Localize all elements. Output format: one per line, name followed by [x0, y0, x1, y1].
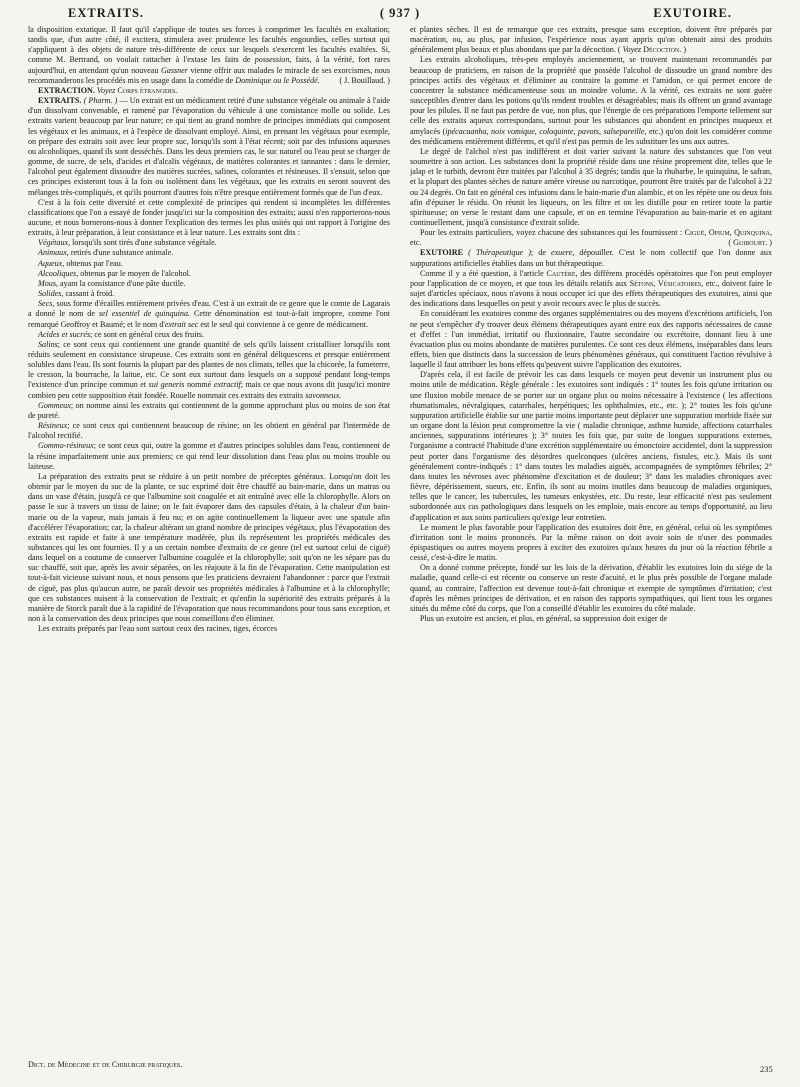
entry-extraction: EXTRACTION. Voyez Corps étrangers. — [38, 85, 178, 95]
definition-item: Alcooliques, obtenus par le moyen de l'alcohol. — [38, 268, 191, 278]
right-column — [410, 25, 772, 1055]
signature: ( Guibourt. ) — [728, 238, 772, 248]
definition-item: Animaux, retirés d'une substance animale. — [38, 248, 174, 258]
paragraph: Le moment le plus favorable pour l'application des exutoires doit être, en général, celui où les symptômes d'irritation sont le moins prononcés. Par la même raison on doit avoir soin de n'user des pommades épispastiques ou autres moyens propres à exciter des exutoires qu'aux heures du jour où la réaction fébrile a cessé, c'est-à-dire le matin. — [410, 522, 772, 563]
header-left-title: EXTRAITS. — [68, 6, 145, 20]
paragraph: Pour les extraits particuliers, voyez chacune des substances qui les fournissent : Ciguë, Opium, Quinquina, etc. ( Guibourt. ) — [410, 228, 772, 248]
definition-item: Aqueux, obtenus par l'eau. — [38, 258, 123, 268]
definition-item: Acides et sucrés; ce sont en général ceux des fruits. — [38, 329, 204, 339]
definition-item: Végétaux, lorsqu'ils sont tirés d'une substance végétale. — [38, 238, 217, 248]
paragraph: Les extraits préparés par l'eau sont surtout ceux des racines, tiges, écorces — [38, 624, 278, 634]
paragraph: La préparation des extraits peut se réduire à un petit nombre de préceptes généraux. Lorsqu'on doit les obtenir par le moyen du suc de la plante, ce suc exprimé doit être chauffé au bain-marie, dans un matras ou dans un vase d'étain, jusqu'à ce que l'albumine soit coagulée et ait entraîné avec elle la chlorophylle. Alors on passe le suc à travers un tissu de laine; on le fait évaporer dans des capsules d'étain, à la chaleur d'un bain-marie ou de la vapeur, mais jamais à feu nu; et on agite continuellement la liqueur avec une spatule afin d'accélérer l'évaporation; car, la chaleur altérant un grand nombre de principes végétaux, plus l'évaporation des extraits est rapide et faite à une température modérée, plus ils représentent les propriétés médicales des substances qui les ont fournies. Il y a un certain nombre d'extraits de ce genre (tel est surtout celui de ciguë) dans lequel on a coutume de conserver l'albumine coagulée et la chlorophylle; soit qu'on ne les sépare pas du suc chauffé, soit que, après les avoir séparées, on les réajoute à la fin de l'évaporation. Cette manipulation est tout-à-fait vicieuse suivant nous, et nous pensons que les praticiens devraient l'abandonner : parce que l'extrait de ciguë, pas plus qu'aucun autre, ne paraît devoir ses propriétés médicales à l'albumine et à la chlorophylle; que ces substances nuisent à la conservation de l'extrait; et qu'enfin la supériorité des extraits préparés à la manière de Storck paraît due à la rapidité de l'évaporation que nous recommandons pour tous sans exception, et non à la conservation des deux principes que nous conseillons d'en éliminer. — [28, 471, 390, 624]
entry-headword: EXUTOIRE — [420, 248, 464, 258]
entry-headword: EXTRACTION. — [38, 85, 95, 95]
definition-item: Secs, sous forme d'écailles entièrement privées d'eau. C'est à un extrait de ce genre que le comte de Lagarais a donné le nom de sel essentiel de quinquina. Cette dénomination est tout-à-fait impropre, comme l'ont remarqué Geoffroy et Baumé; et le nom d'extrait sec est le seul qui convienne à ce genre de médicament. — [28, 299, 390, 329]
paragraph: C'est à la fois cette diversité et cette complexité de principes qui rendent si incomplètes les différentes classifications que l'on a essayé de fonder jusqu'ici sur la composition des extraits; aussi n'en rapporterons-nous aucune, et nous bornerons-nous à donner l'explication des termes les plus usités qui ont rapport à l'origine des extraits, à leur préparation, à leur consistance et à leur nature. Les extraits sont dits : — [28, 197, 390, 238]
left-column — [28, 25, 390, 1055]
signature: ( J. Bouillaud. ) — [339, 75, 390, 85]
definition-item: Gommo-résineux; ce sont ceux qui, outre la gomme et d'autres principes solubles dans l'eau, contiennent de la résine imparfaitement unie aux premiers; ce qui rend leur dissolution dans l'eau plus ou moins trouble ou laiteuse. — [28, 441, 390, 471]
page-number: 235 — [760, 1064, 773, 1074]
header-right-title: EXUTOIRE. — [653, 6, 732, 20]
entry-extraits: EXTRAITS. ( Pharm. ) — Un extrait est un médicament retiré d'une substance végétale ou animale à l'aide d'un dissolvant convenable, et ramené par l'évaporation du véhicule à une consistance molle ou solide. Les extraits varient beaucoup par leur nature; ce qui tient au grand nombre de principes immédiats qui composent les végétaux et les animaux, et à l'espèce de dissolvant employé. Ainsi, en prenant les végétaux pour exemple, on prépare des extraits soit avec leur propre suc, lorsqu'ils sont à l'état récent; soit par des infusions aqueuses ou alcoholiques, quand ils sont desséchés. Dans les deux premiers cas, le suc naturel ou l'eau peut se charger de gomme, de sucre, de sels, d'acides et d'alcalis végétaux, de matières colorantes et tannantes : dans le dernier, l'alcohol peut également dissoudre des matières sucrées, salines, colorantes et résineuses. Il s'ensuit, selon que ces principes existeront tous à la fois ou isolément dans les végétaux, que les extraits en seront souvent des mélanges très-compliqués, et qu'ils pourront d'autres fois n'être presque entièrement formés que de l'un d'eux. — [28, 96, 390, 197]
definition-item: Mous, ayant la consistance d'une pâte ductile. — [38, 278, 186, 288]
paragraph: Les extraits alcoholiques, très-peu employés anciennement, se trouvent maintenant recommandés par beaucoup de praticiens, en raison de la propriété que possède l'alcohol de dissoudre un grand nombre des principes actifs des végétaux et d'éliminer au contraire la gomme et l'amidon, ce qui permet encore de concentrer la substance médicamenteuse sous un moindre volume. A la vérité, ces extraits ne sont guère susceptibles d'entrer dans les potions qu'ils rendent troubles et désagréables; mais ils offrent un grand avantage pour les pilules. Il ne faut pas perdre de vue, non plus, que l'énergie de ces préparations l'emporte tellement sur celle des extraits aqueux correspondans, surtout pour les substances qui abondent en principes muqueux et amylacés (ipécacuanha, noix vomique, coloquinte, pavots, salsepareille, etc.) qu'on doit les considérer comme des médicamens entièrement différens, et qu'il n'est pas permis de les substituer les uns aux autres. — [410, 55, 772, 146]
paragraph: Plus un exutoire est ancien, et plus, en général, sa suppression doit exiger de — [420, 614, 668, 624]
paragraph: On a donné comme précepte, fondé sur les lois de la dérivation, d'établir les exutoires loin du siége de la maladie, quand celle-ci est récente ou conserve un reste d'acuité, et le plus près possible de l'organe malade quand, au contraire, l'affection est devenue tout-à-fait chronique et exempte de symptômes d'irritation; c'est d'après les mêmes principes de dérivation, et en raison des rapports sympathiques, qui lient tous les organes situés du même côté du corps, que l'on a conseillé d'établir les exutoires du côté malade. — [410, 563, 772, 613]
entry-exutoire: EXUTOIRE ( Thérapeutique ); de exuere, dépouiller. C'est le nom collectif que l'on donne aux suppurations artificielles établies dans un but thérapeutique. — [410, 248, 772, 268]
definition-item: Solides, cassant à froid. — [38, 289, 115, 299]
paragraph: En considérant les exutoires comme des organes supplémentaires ou des moyens d'excrétions artificiels, l'on ne peut s'empêcher d'y trouver deux élémens thérapeutiques ayant entre eux des rapports nécessaires de cause et d'effet : l'un immédiat, irritatif ou fluxionnaire, l'autre secondaire ou excrétoire, donnant lieu à une évacuation plus ou moins abondante de matières purulentes. Ce sont ces deux élémens, inséparables dans leurs effets, bien que distincts dans la succession de leurs phénomènes généraux, qui constituent l'action révulsive à laquelle il faut attribuer les bons effets qu'peuvent suivre l'application des exutoires. — [410, 309, 772, 370]
paragraph: D'après cela, il est facile de prévoir les cas dans lesquels ce moyen peut devenir un instrument plus ou moins utile de médication. Règle générale : les exutoires sont indiqués : 1° toutes les fois qu'une irritation ou une fluxion mobile menace de se porter sur un organe plus ou moins nécessaire à l'existence ( les affections rhumatismales, névralgiques, catarrhales, herpétiques; les ophthalmies, etc., etc. ); 2° toutes les fois qu'une suppuration artificielle établie sur une partie moins importante peut déplacer une suppuration morbide fixée sur un organe dont la lésion peut compromettre la vie ( maladie chronique, asthme humide, affections catarrhales anciennes, suppurations intérieures ); 3° toutes les fois que, par suite de longues suppurations externes, l'organisme a contracté l'habitude d'une excrétion supplémentaire ou émonctoire accidentel, dont la suppression peut porter dans l'organisme des désordres quelconques (ulcères anciens, fistules, etc.). Mais ils sont généralement contre-indiqués : 1° dans toutes les maladies aiguës, accompagnées de symptômes fébriles; 2° dans toutes les névroses avec phénomène d'excitation et de douleur; 3° dans les maladies chroniques avec fièvre, dépérissement, sueurs, etc. Enfin, ils sont au moins inutiles dans beaucoup de maladies organiques, telles que le cancer, les tubercules, les tumeurs enkystées, etc. Du reste, leur efficacité n'est pas seulement subordonnée aux cas pathologiques dans lesquels on les emploie, mais encore au temps d'opportunité, au lieu d'application et aux soins particuliers qu'exige leur entretien. — [410, 370, 772, 522]
definition-item: Résineux; ce sont ceux qui contiennent beaucoup de résine; on les obtient en général par l'intermède de l'alcohol rectifié. — [28, 421, 390, 441]
paragraph: et plantes sèches. Il est de remarque que ces extraits, presque sans exception, doivent être préparés par macération, ou, au plus, par infusion, l'expérience nous ayant appris qu'on obtenait ainsi des produits généralement plus beaux et plus abondans que par la décoction. ( Voyez Décoction. ) — [410, 25, 772, 55]
definition-item: Gommeux; on nomme ainsi les extraits qui contiennent de la gomme approchant plus ou moins de son état de pureté. — [28, 400, 390, 420]
definition-item: Salins; ce sont ceux qui contiennent une grande quantité de sels qu'ils laissent cristalliser lorsqu'ils sont réduits seulement en consistance sirupeuse. Ces extraits sont en général déliquescens et presque entièrement solubles dans l'eau. Ils sont fournis la plupart par des plantes de nos climats, telles que la chicorée, la fumeterre, le cresson, la bourrache, la laitue, etc. Ce sont eux surtout dans lesquels on a supposé pendant long-temps l'existence d'un principe commun et sui generis nommé extractif; mais ce que nous avons dit jusqu'ici montre combien peu cette supposition était fondée. Rouelle nommait ces extraits des extraits savonneux. — [28, 339, 390, 400]
paragraph: la disposition extatique. Il faut qu'il s'applique de toutes ses forces à comprimer les facultés en exaltation; tandis que, d'un autre côté, il excitera, stimulera avec prudence les facultés engourdies, celles surtout qui s'appliquent à des objets de nature très-différente de ceux sur lesquels s'exercent les facultés exaltées. Si, comme M. Bertrand, on voulait rattacher à l'extase les faits de possession, faits, à la vérité, fort rares aujourd'hui, en attendant qu'un nouveau Gassner vienne offrir aux malades le miracle de ses exorcismes, nous recommanderons les procédés mis en usage dans la comédie de Dominique ou le Possédé. ( J. Bouillaud. ) — [28, 25, 390, 85]
paragraph: Le degré de l'alchol n'est pas indifférent et doit varier suivant la nature des substances que l'on veut soumettre à son action. Les substances dont la propriété réside dans une résine proprement dite, telles que le jalap et le turbith, devront être traitées par l'alcohol à 35 degrés; tandis que la rhubarbe, le quinquina, le safran, et la plupart des plantes sèches de nature amère vireuse ou narcotique, pourront être traités par de l'alcohol à 22 ou 24 degrés. On fait en général ces infusions dans le bain-marie d'un alambic, et on les répète une ou deux fois afin d'épuiser le résidu. On réunit les liqueurs, on les filtre et on les distille pour en retirer toute la partie spiritueuse; on verse le restant dans une capsule, et on en termine l'évaporation au bain-marie et en agitant continuellement, jusqu'à consistance d'extrait solide. — [410, 146, 772, 227]
running-header — [28, 6, 772, 24]
footer-title: Dict. de Médecine et de Chirurgie pratiques. — [28, 1060, 183, 1069]
paragraph: Comme il y a été question, à l'article Cautère, des différens procédés opératoires que l'on peut employer pour l'application de ce moyen, et que tous les détails relatifs aux Sétons, Vésicatoires, etc., doivent faire le sujet d'articles spéciaux, nous n'avons à nous occuper ici que des effets thérapeutiques des exutoires, ainsi que des indications dans lesquelles on peut y avoir recours avec le plus de succès. — [410, 268, 772, 309]
header-page-marker: ( 937 ) — [379, 6, 421, 20]
entry-headword: EXTRAITS. — [38, 96, 82, 106]
